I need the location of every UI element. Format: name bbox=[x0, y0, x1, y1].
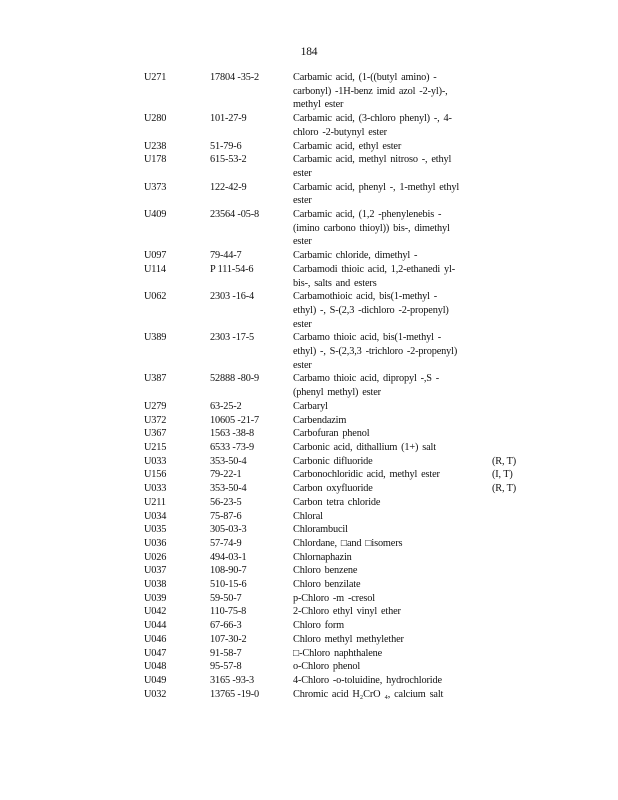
table-row bbox=[0, 523, 618, 537]
substance-name-line: ester bbox=[293, 359, 312, 371]
substance-name bbox=[293, 510, 483, 524]
table-row bbox=[0, 208, 618, 249]
substance-name bbox=[293, 523, 483, 537]
table-row bbox=[0, 688, 618, 702]
waste-code: U033 bbox=[144, 455, 167, 467]
waste-code: U062 bbox=[144, 291, 167, 303]
substance-name-line: Carbamo thioic acid, bis(1-methyl - bbox=[293, 332, 442, 344]
table-row bbox=[0, 290, 618, 331]
cas-number: 10605 -21-7 bbox=[210, 414, 259, 426]
table-row bbox=[0, 619, 618, 633]
cas-number: 2303 -17-5 bbox=[210, 332, 254, 344]
substance-name bbox=[293, 71, 483, 112]
cas-number: 59-50-7 bbox=[210, 592, 242, 604]
table-row bbox=[0, 537, 618, 551]
table-row bbox=[0, 249, 618, 263]
waste-code: U279 bbox=[144, 400, 167, 412]
substance-name-line: Chloral bbox=[293, 510, 323, 522]
substance-name bbox=[293, 633, 483, 647]
table-row bbox=[0, 660, 618, 674]
substance-name bbox=[293, 592, 483, 606]
substance-name bbox=[293, 153, 483, 180]
table-row bbox=[0, 647, 618, 661]
waste-code: U035 bbox=[144, 524, 167, 536]
table-row bbox=[0, 427, 618, 441]
waste-code: U156 bbox=[144, 469, 167, 481]
substance-name-line: Chlorambucil bbox=[293, 524, 348, 536]
waste-code: U178 bbox=[144, 154, 167, 166]
substance-name bbox=[293, 263, 483, 290]
substance-name bbox=[293, 537, 483, 551]
cas-number: 23564 -05-8 bbox=[210, 209, 259, 221]
cas-number: 79-44-7 bbox=[210, 250, 242, 262]
table-row bbox=[0, 510, 618, 524]
substance-name-line: bis-, salts and esters bbox=[293, 277, 377, 289]
waste-code: U037 bbox=[144, 565, 167, 577]
substance-name-line: Chromic acid H₂CrO ₄, calcium salt bbox=[293, 688, 444, 700]
cas-number: 110-75-8 bbox=[210, 606, 247, 618]
cas-number: 353-50-4 bbox=[210, 455, 247, 467]
table-row bbox=[0, 140, 618, 154]
cas-number: 494-03-1 bbox=[210, 551, 247, 563]
substance-name-line: Carbamic acid, ethyl ester bbox=[293, 140, 402, 152]
cas-number: 510-15-6 bbox=[210, 579, 247, 591]
waste-code: U389 bbox=[144, 332, 167, 344]
waste-code: U036 bbox=[144, 537, 167, 549]
waste-code: U211 bbox=[144, 496, 166, 508]
waste-code: U042 bbox=[144, 606, 167, 618]
waste-code: U372 bbox=[144, 414, 167, 426]
cas-number: 56-23-5 bbox=[210, 496, 242, 508]
substance-name bbox=[293, 208, 483, 249]
substance-name-line: 4-Chloro -o-toluidine, hydrochloride bbox=[293, 674, 442, 686]
substance-name-line: Carbon tetra chloride bbox=[293, 496, 381, 508]
table-row bbox=[0, 181, 618, 208]
waste-code: U046 bbox=[144, 633, 167, 645]
substance-name bbox=[293, 427, 483, 441]
substance-name bbox=[293, 181, 483, 208]
substance-name bbox=[293, 455, 483, 469]
waste-code: U039 bbox=[144, 592, 167, 604]
substance-name-line: p-Chloro -m -cresol bbox=[293, 592, 375, 604]
cas-number: 67-66-3 bbox=[210, 620, 242, 632]
cas-number: 122-42-9 bbox=[210, 181, 247, 193]
substance-name bbox=[293, 441, 483, 455]
waste-code: U409 bbox=[144, 209, 167, 221]
substance-name-line: 2-Chloro ethyl vinyl ether bbox=[293, 606, 401, 618]
waste-code: U047 bbox=[144, 647, 167, 659]
waste-code: U271 bbox=[144, 72, 167, 83]
table-row bbox=[0, 400, 618, 414]
substance-name bbox=[293, 249, 483, 263]
table-row bbox=[0, 551, 618, 565]
substance-name-line: o-Chloro phenol bbox=[293, 661, 361, 673]
waste-code: U367 bbox=[144, 428, 167, 440]
substance-name bbox=[293, 414, 483, 428]
waste-code: U038 bbox=[144, 579, 167, 591]
hazard-code: (R, T) bbox=[492, 483, 517, 495]
cas-number: 353-50-4 bbox=[210, 483, 247, 495]
substance-name-line: Carbonic acid, dithallium (1+) salt bbox=[293, 441, 436, 453]
substance-name-line: ester bbox=[293, 236, 312, 248]
cas-number: 75-87-6 bbox=[210, 510, 242, 522]
substance-name bbox=[293, 112, 483, 139]
hazard-code: (I, T) bbox=[492, 469, 513, 481]
cas-number: 52888 -80-9 bbox=[210, 373, 259, 385]
substance-name bbox=[293, 400, 483, 414]
substance-name bbox=[293, 564, 483, 578]
substance-name-line: Chloro methyl methylether bbox=[293, 633, 404, 645]
table-row bbox=[0, 263, 618, 290]
table-row bbox=[0, 455, 618, 469]
substance-name-line: Carbamic acid, (1,2 -phenylenebis - bbox=[293, 209, 442, 221]
waste-code: U097 bbox=[144, 250, 167, 262]
table-row bbox=[0, 633, 618, 647]
cas-number: 57-74-9 bbox=[210, 537, 242, 549]
substance-name-line: ethyl) -, S-(2,3 -dichloro -2-propenyl) bbox=[293, 304, 449, 316]
substance-name-line: Chloro form bbox=[293, 620, 345, 632]
substance-name-line: Carbamic chloride, dimethyl - bbox=[293, 250, 418, 262]
waste-code: U238 bbox=[144, 140, 167, 152]
substance-name-line: ethyl) -, S-(2,3,3 -trichloro -2-propenyl) bbox=[293, 346, 458, 358]
substance-name-line: Carbonic difluoride bbox=[293, 455, 373, 467]
substance-name-line: Carbaryl bbox=[293, 400, 328, 412]
cas-number: 63-25-2 bbox=[210, 400, 242, 412]
waste-code: U044 bbox=[144, 620, 167, 632]
substance-name-line: Carbamodi thioic acid, 1,2-ethanedi yl- bbox=[293, 263, 455, 275]
substance-name bbox=[293, 660, 483, 674]
table-row bbox=[0, 468, 618, 482]
substance-name-line: methyl ester bbox=[293, 99, 344, 111]
table-row bbox=[0, 564, 618, 578]
substance-name-line: Carbamic acid, methyl nitroso -, ethyl bbox=[293, 154, 452, 166]
cas-number: 1563 -38-8 bbox=[210, 428, 254, 440]
waste-code: U026 bbox=[144, 551, 167, 563]
substance-name-line: Chloro benzene bbox=[293, 565, 358, 577]
substance-name bbox=[293, 688, 483, 702]
table-row bbox=[0, 414, 618, 428]
cas-number: 51-79-6 bbox=[210, 140, 242, 152]
substance-name-line: (imino carbono thioyl)) bis-, dimethyl bbox=[293, 222, 450, 234]
table-row bbox=[0, 592, 618, 606]
substance-name-line: Carbon oxyfluoride bbox=[293, 483, 373, 495]
substance-name-line: Carbamic acid, (1-((butyl amino) - bbox=[293, 72, 437, 83]
cas-number: 2303 -16-4 bbox=[210, 291, 254, 303]
substance-name-line: ester bbox=[293, 167, 312, 179]
waste-code: U280 bbox=[144, 113, 167, 125]
table-row bbox=[0, 112, 618, 139]
substance-name bbox=[293, 647, 483, 661]
substance-name bbox=[293, 372, 483, 399]
substance-name bbox=[293, 551, 483, 565]
cas-number: P 111-54-6 bbox=[210, 263, 254, 275]
cas-number: 3165 -93-3 bbox=[210, 674, 254, 686]
table-row bbox=[0, 153, 618, 180]
table-row bbox=[0, 482, 618, 496]
substance-name bbox=[293, 331, 483, 372]
hazardous-waste-table bbox=[0, 71, 618, 701]
substance-name bbox=[293, 290, 483, 331]
substance-name bbox=[293, 605, 483, 619]
page-number: 184 bbox=[300, 46, 318, 58]
substance-name bbox=[293, 578, 483, 592]
cas-number: 91-58-7 bbox=[210, 647, 242, 659]
table-row bbox=[0, 578, 618, 592]
substance-name bbox=[293, 619, 483, 633]
substance-name-line: Carbamic acid, (3-chloro phenyl) -, 4- bbox=[293, 113, 452, 125]
substance-name-line: ester bbox=[293, 195, 312, 207]
cas-number: 615-53-2 bbox=[210, 154, 247, 166]
substance-name-line: Chloro benzilate bbox=[293, 579, 361, 591]
cas-number: 95-57-8 bbox=[210, 661, 242, 673]
substance-name-line: Carbamothioic acid, bis(1-methyl - bbox=[293, 291, 438, 303]
cas-number: 305-03-3 bbox=[210, 524, 247, 536]
hazard-code: (R, T) bbox=[492, 455, 517, 467]
table-row bbox=[0, 496, 618, 510]
substance-name-line: chloro -2-butynyl ester bbox=[293, 126, 387, 138]
substance-name bbox=[293, 140, 483, 154]
waste-code: U033 bbox=[144, 483, 167, 495]
table-row bbox=[0, 331, 618, 372]
substance-name bbox=[293, 674, 483, 688]
table-row bbox=[0, 441, 618, 455]
cas-number: 101-27-9 bbox=[210, 113, 247, 125]
substance-name-line: Carbonochloridic acid, methyl ester bbox=[293, 469, 440, 481]
waste-code: U048 bbox=[144, 661, 167, 673]
cas-number: 79-22-1 bbox=[210, 469, 242, 481]
substance-name-line: ester bbox=[293, 318, 312, 330]
waste-code: U373 bbox=[144, 181, 167, 193]
table-row bbox=[0, 605, 618, 619]
substance-name bbox=[293, 468, 483, 482]
cas-number: 108-90-7 bbox=[210, 565, 247, 577]
waste-code: U034 bbox=[144, 510, 167, 522]
substance-name-line: Chlordane, □and □isomers bbox=[293, 537, 403, 549]
waste-code: U049 bbox=[144, 674, 167, 686]
table-row bbox=[0, 372, 618, 399]
cas-number: 13765 -19-0 bbox=[210, 688, 259, 700]
substance-name bbox=[293, 496, 483, 510]
substance-name-line: Carbendazim bbox=[293, 414, 347, 426]
table-row bbox=[0, 674, 618, 688]
waste-code: U215 bbox=[144, 441, 167, 453]
substance-name-line: Carbamic acid, phenyl -, 1-methyl ethyl bbox=[293, 181, 460, 193]
waste-code: U114 bbox=[144, 263, 166, 275]
substance-name-line: Chlornaphazin bbox=[293, 551, 352, 563]
substance-name bbox=[293, 482, 483, 496]
waste-code: U387 bbox=[144, 373, 167, 385]
substance-name-line: Carbofuran phenol bbox=[293, 428, 370, 440]
cas-number: 6533 -73-9 bbox=[210, 441, 254, 453]
table-row bbox=[0, 71, 618, 112]
waste-code: U032 bbox=[144, 688, 167, 700]
substance-name-line: (phenyl methyl) ester bbox=[293, 387, 381, 399]
cas-number: 107-30-2 bbox=[210, 633, 247, 645]
cas-number: 17804 -35-2 bbox=[210, 72, 259, 83]
substance-name-line: carbonyl) -1H-benz imid azol -2-yl)-, bbox=[293, 85, 448, 97]
substance-name-line: Carbamo thioic acid, dipropyl -,S - bbox=[293, 373, 440, 385]
substance-name-line: □-Chloro naphthalene bbox=[293, 647, 383, 659]
